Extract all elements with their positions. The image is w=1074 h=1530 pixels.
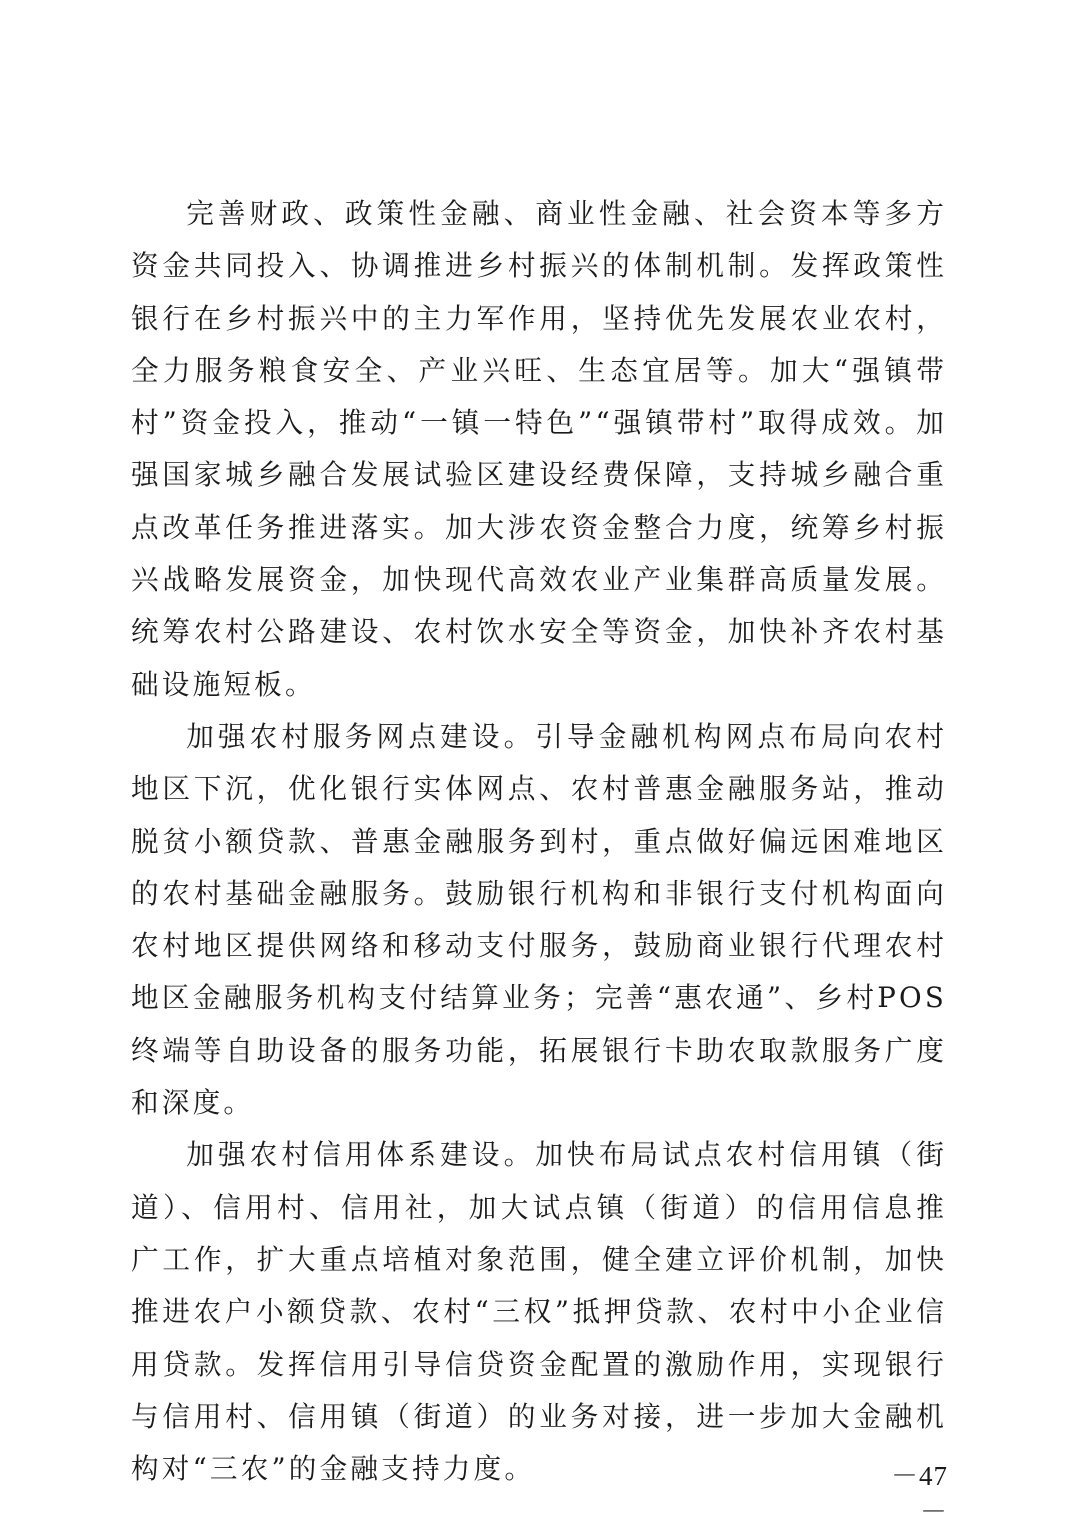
paragraph-rural-revitalization-funding: 完善财政、政策性金融、商业性金融、社会资本等多方资金共同投入、协调推进乡村振兴的体制机制。发挥政策性银行在乡村振兴中的主力军作用，坚持优先发展农业农村，全力服务粮食安全、产业兴旺、生态宜居等。加大“强镇带村”资金投入，推动“一镇一特色”“强镇带村”取得成效。加强国家城乡融合发展试验区建设经费保障，支持城乡融合重点改革任务推进落实。加大涉农资金整合力度，统筹乡村振兴战略发展资金，加快现代高效农业产业集群高质量发展。统筹农村公路建设、农村饮水安全等资金，加快补齐农村基础设施短板。 — [131, 197, 947, 701]
page-number: －47－ — [891, 1461, 948, 1527]
paragraph-rural-credit-system: 加强农村信用体系建设。加快布局试点农村信用镇（街道）、信用村、信用社，加大试点镇（街道）的信用信息推广工作，扩大重点培植对象范围，健全建立评价机制，加快推进农户小额贷款、农村“三权”抵押贷款、农村中小企业信用贷款。发挥信用引导信贷资金配置的激励作用，实现银行与信用村、信用镇（街道）的业务对接，进一步加大金融机构对“三农”的金融支持力度。 — [131, 1138, 947, 1486]
body-text — [131, 188, 947, 1495]
paragraph-rural-service-outlets: 加强农村服务网点建设。引导金融机构网点布局向农村地区下沉，优化银行实体网点、农村普惠金融服务站，推动脱贫小额贷款、普惠金融服务到村，重点做好偏远困难地区的农村基础金融服务。鼓励银行机构和非银行支付机构面向农村地区提供网络和移动支付服务，鼓励商业银行代理农村地区金融服务机构支付结算业务；完善“惠农通”、乡村POS终端等自助设备的服务功能，拓展银行卡助农取款服务广度和深度。 — [131, 719, 947, 1120]
